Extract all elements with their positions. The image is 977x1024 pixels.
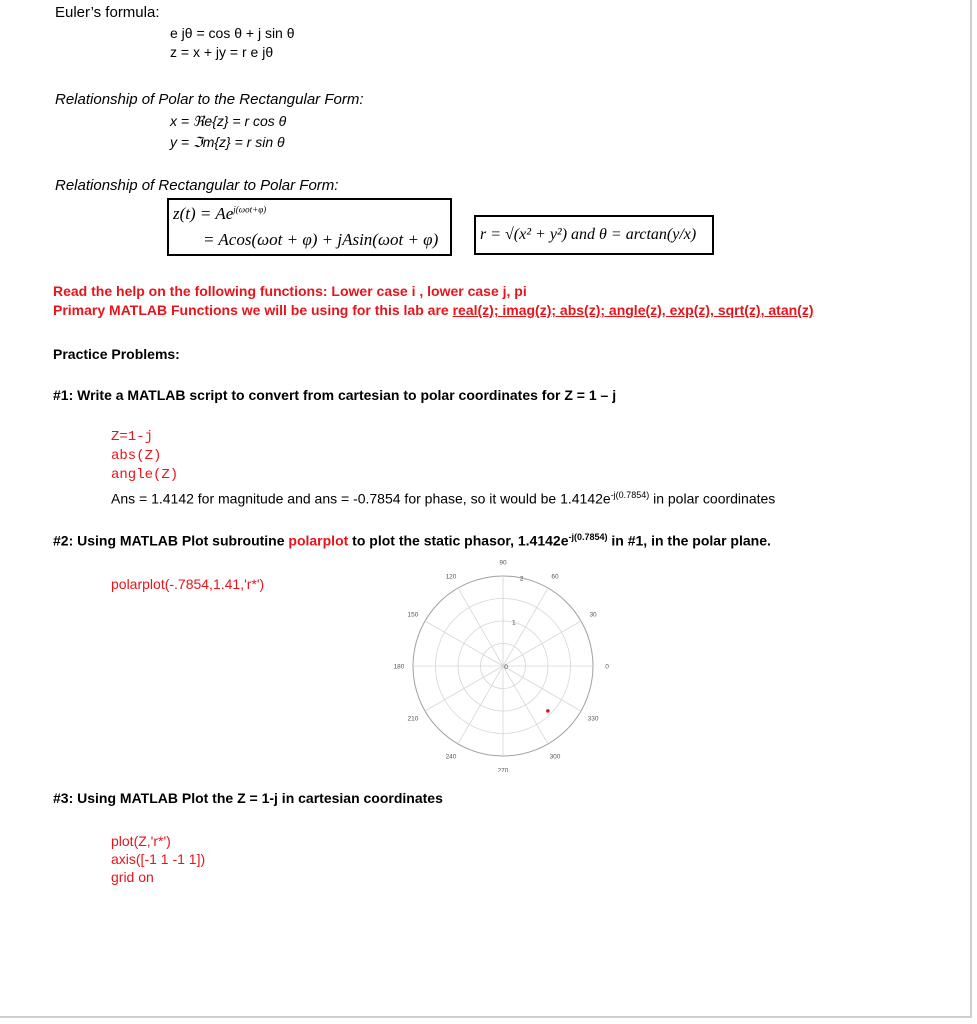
problem-2-code: polarplot(-.7854,1.41,'r*') [111,576,265,592]
polar-grid-spoke [503,588,548,666]
polarplot-keyword: polarplot [288,532,349,549]
theta-tick-label: 180 [393,663,405,671]
polar-grid-spoke [458,666,503,744]
theta-tick-label: 120 [445,573,457,581]
theta-tick-label: 240 [445,753,457,761]
polar-plot [378,560,628,772]
magnitude-angle-box: r = √(x² + y²) and θ = arctan(y/x) [474,215,714,255]
polar-to-rect-line-2: y = ℑm{z} = r sin θ [170,134,285,150]
code-line: Z=1-j [111,429,154,445]
polar-grid-spoke [425,621,503,666]
problem-1-heading: #1: Write a MATLAB script to convert from cartesian to polar coordinates for Z = 1 – j [53,387,617,403]
phasor-data-point [546,709,550,713]
polar-to-rect-line-1: x = ℜe{z} = r cos θ [170,113,287,129]
theta-tick-label: 300 [549,753,561,761]
problem-3-heading: #3: Using MATLAB Plot the Z = 1-j in cartesian coordinates [53,790,443,806]
problem-1-answer: Ans = 1.4142 for magnitude and ans = -0.7854 for phase, so it would be $1.4142e^{-j(0.7854)}$ in polar coordinates [111,490,776,507]
polar-to-rect-title: Relationship of Polar to the Rectangular Form: [55,91,364,108]
theta-tick-label: 0 [605,663,609,671]
complex-signal-line-1: $z(t) = Ae^{j(\omega ot+\varphi)}$ [173,204,267,223]
theta-tick-label: 150 [407,611,419,619]
complex-signal-box [167,198,452,256]
complex-signal-line-2: = Acos(ωot + φ) + jAsin(ωot + φ) [203,230,439,249]
theta-tick-label: 210 [407,715,419,723]
polar-grid-spoke [425,666,503,711]
euler-title: Euler’s formula: [55,4,160,21]
code-line: angle(Z) [111,467,179,483]
theta-tick-label: 330 [587,715,599,723]
help-line-2: Primary MATLAB Functions we will be using for this lab are real(z); imag(z); abs(z); angle(z), exp(z), sqrt(z), atan(z) [53,302,814,318]
matlab-functions-list: real(z); imag(z); abs(z); angle(z), exp(z), sqrt(z), atan(z) [452,302,814,318]
problem-3-code [111,832,205,886]
rect-to-polar-title: Relationship of Rectangular to Polar Form: [55,177,339,194]
theta-tick-label: 60 [551,573,559,581]
theta-tick-label: 270 [497,767,509,772]
theta-tick-label: 90 [499,560,507,567]
r-tick-label: 2 [519,575,524,583]
euler-line-2: z = x + jy = r e jθ [170,44,274,60]
theta-tick-label: 30 [589,611,597,619]
help-line-1: Read the help on the following functions: Lower case i , lower case j, pi [53,283,527,299]
polar-grid-spoke [503,666,581,711]
polar-grid-spoke [503,621,581,666]
problem-2-heading: #2: Using MATLAB Plot subroutine polarplot to plot the static phasor, $1.4142e^{-j(0.7854)}$ in #1, in the polar plane. [53,532,771,549]
r-tick-label: 1 [512,619,516,627]
polar-grid-spoke [503,666,548,744]
code-line: grid on [111,869,154,885]
r-tick-label: 0 [504,664,508,671]
code-line: abs(Z) [111,448,162,464]
polar-grid-spoke [458,588,503,666]
problem-1-code [111,428,178,485]
code-line: axis([-1 1 -1 1]) [111,851,206,867]
code-line: plot(Z,'r*') [111,833,171,849]
euler-line-1: e jθ = cos θ + j sin θ [170,25,295,41]
practice-heading: Practice Problems: [53,346,180,362]
